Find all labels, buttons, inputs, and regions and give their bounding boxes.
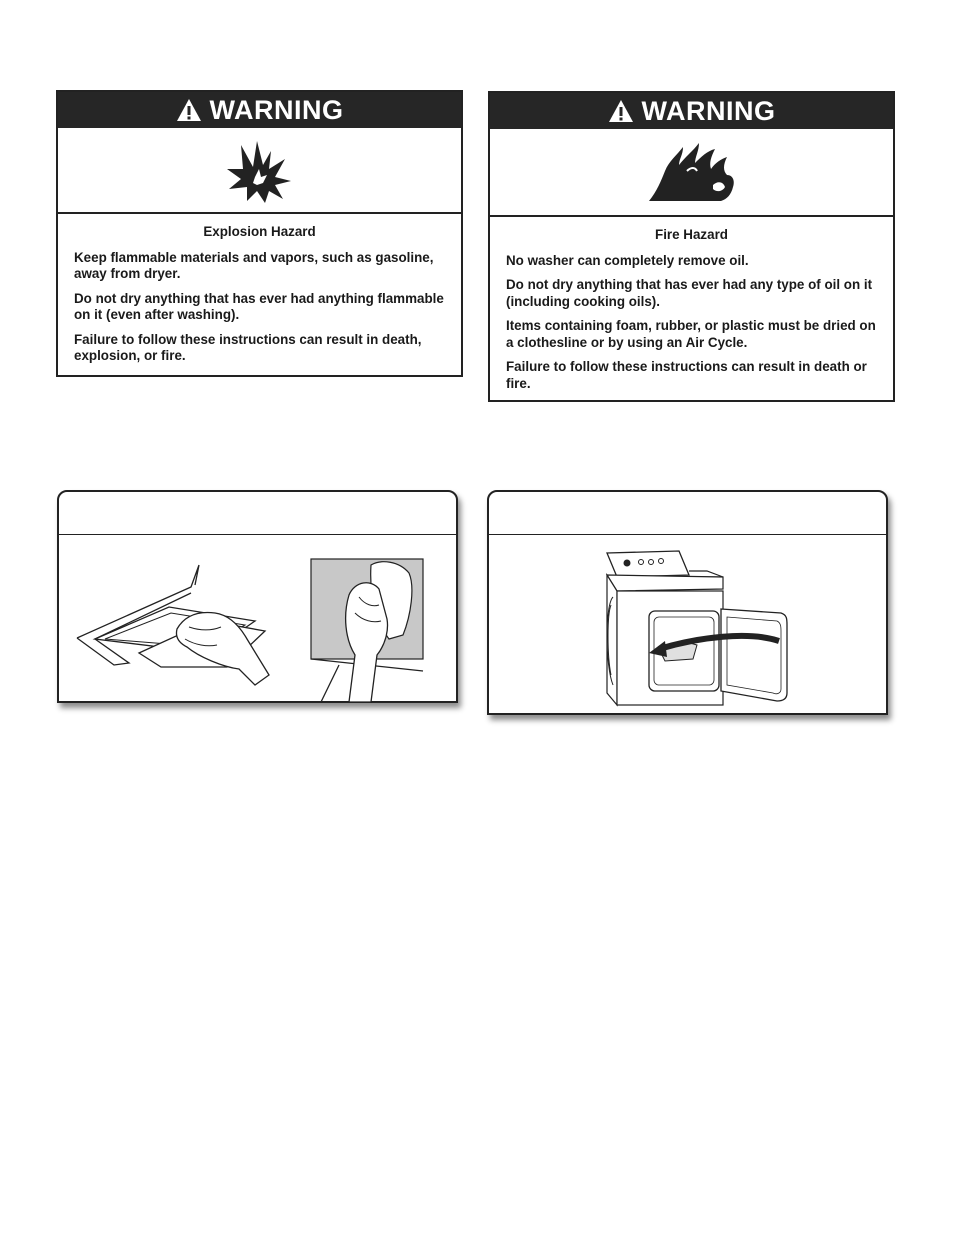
hazard-title: Explosion Hazard bbox=[203, 224, 316, 239]
explosion-warning-box bbox=[56, 90, 463, 377]
fire-warning-box bbox=[488, 91, 895, 402]
hazard-title: Fire Hazard bbox=[655, 227, 728, 242]
warning-triangle-icon bbox=[608, 99, 634, 123]
dryer-door-open-illustration bbox=[489, 535, 886, 715]
warning-header: WARNING bbox=[490, 93, 893, 129]
warning-triangle-icon bbox=[176, 98, 202, 122]
lint-screen-cleaning-illustration bbox=[59, 535, 456, 702]
fire-icon bbox=[647, 141, 737, 203]
warning-paragraph: Failure to follow these instructions can result in death, explosion, or fire. bbox=[74, 331, 422, 363]
warning-paragraph: Items containing foam, rubber, or plastic must be dried on a clothesline or by using an Air Cycle. bbox=[506, 318, 876, 350]
warning-header: WARNING bbox=[58, 92, 461, 128]
warning-body bbox=[490, 217, 893, 410]
warning-paragraph: Failure to follow these instructions can result in death or fire. bbox=[506, 359, 867, 391]
warning-body bbox=[58, 214, 461, 383]
panel-title-strip bbox=[59, 492, 456, 535]
explosion-icon bbox=[227, 137, 293, 203]
warning-paragraph: No washer can completely remove oil. bbox=[506, 252, 749, 268]
dryer-door-illustration-panel bbox=[487, 490, 888, 715]
warning-paragraph: Keep flammable materials and vapors, such as gasoline, away from dryer. bbox=[74, 249, 434, 281]
lint-screen-illustration-panel bbox=[57, 490, 458, 703]
warning-paragraph: Do not dry anything that has ever had any type of oil on it (including cooking oils). bbox=[506, 277, 873, 309]
panel-title-strip bbox=[489, 492, 886, 535]
warning-paragraph: Do not dry anything that has ever had anything flammable on it (even after washing). bbox=[74, 290, 444, 322]
